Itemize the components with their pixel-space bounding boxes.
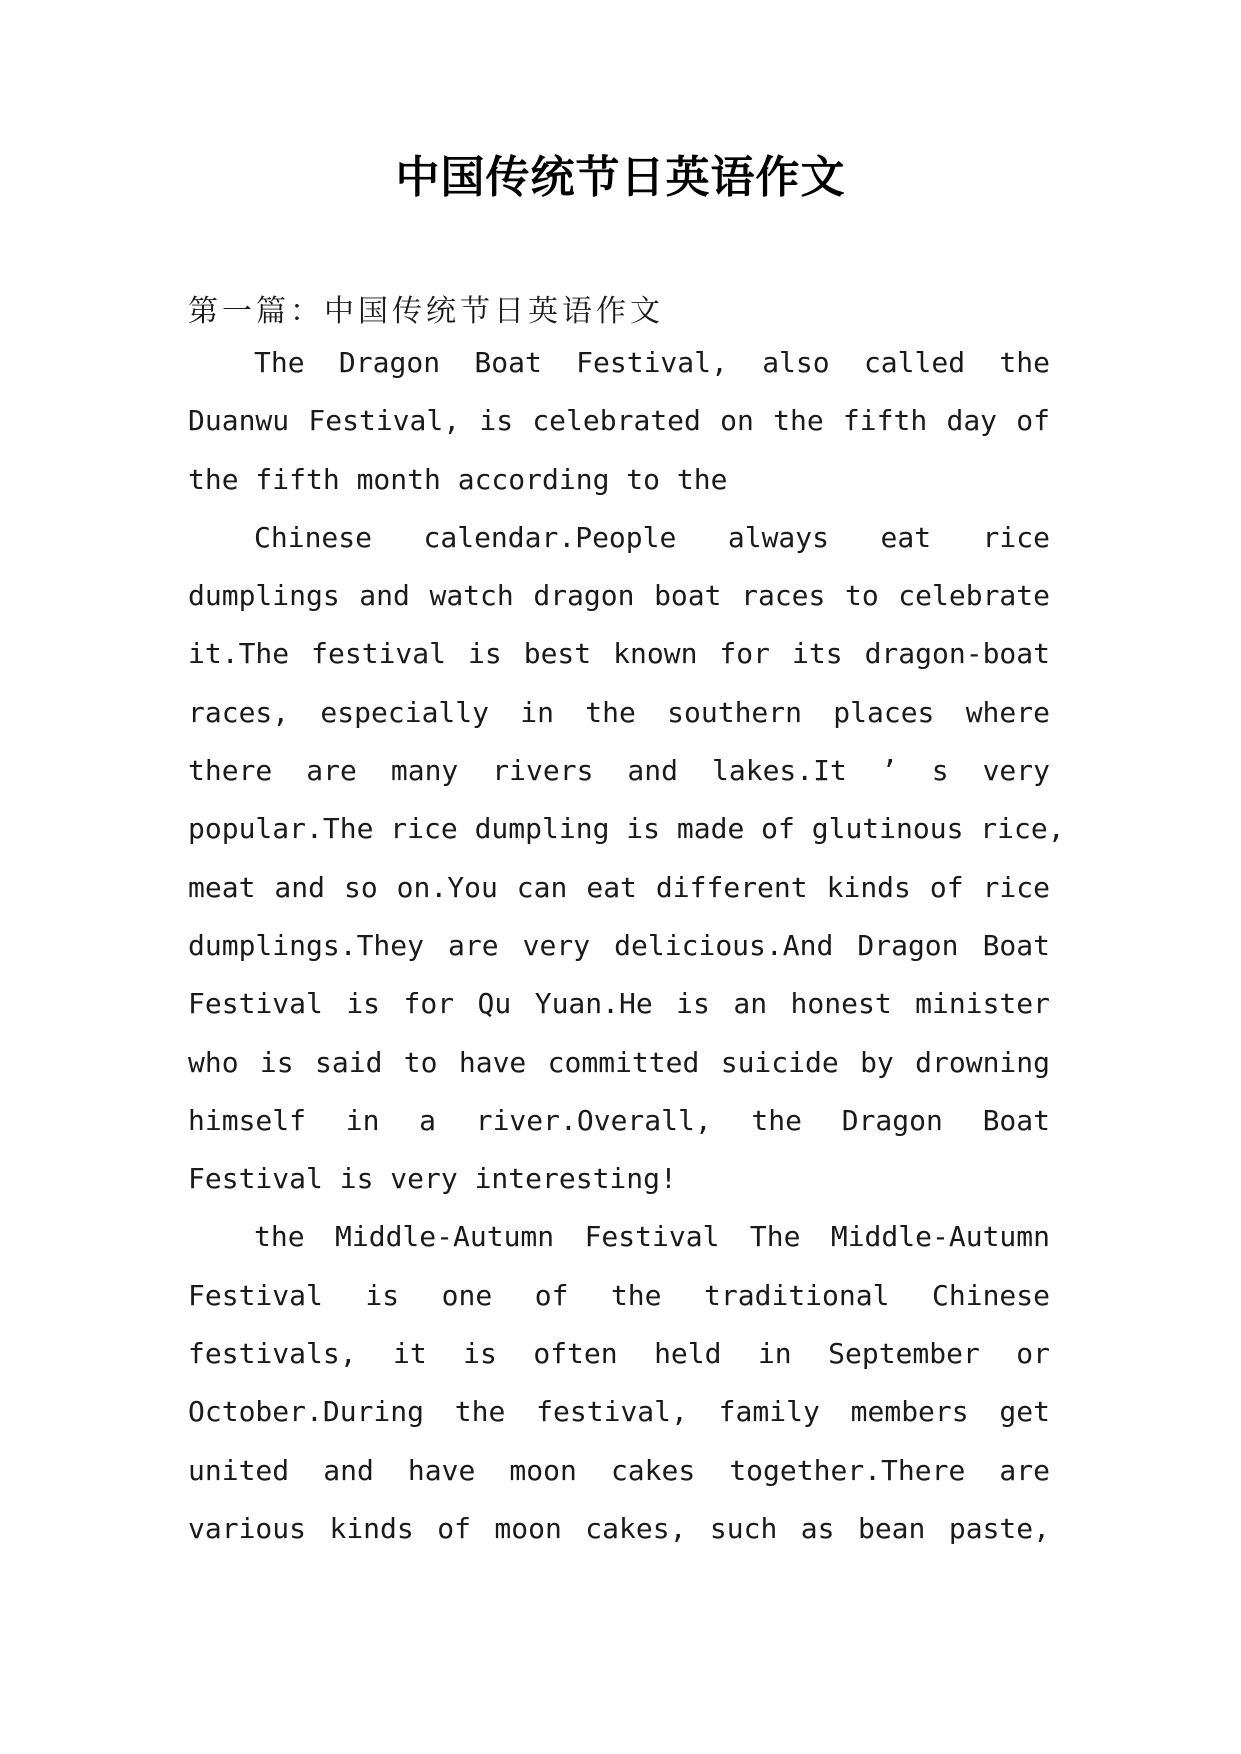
text-line: October.During the festival, family members get	[188, 1395, 1050, 1429]
text-line: who is said to have committed suicide by drowning	[188, 1045, 1050, 1079]
text-line: the Middle-Autumn Festival The Middle-Autumn	[254, 1220, 1050, 1254]
text-line: races, especially in the southern places where	[188, 695, 1050, 729]
text-line: popular.The rice dumpling is made of glutinous rice,	[188, 812, 1065, 846]
text-line: dumplings.They are very delicious.And Dragon Boat	[188, 928, 1050, 962]
text-line: there are many rivers and lakes.It ’ s very	[188, 754, 1050, 788]
text-line: festivals, it is often held in September or	[188, 1337, 1050, 1371]
text-line: dumplings and watch dragon boat races to celebrate	[188, 579, 1050, 613]
text-line: The Dragon Boat Festival, also called the	[254, 346, 1050, 379]
text-line: united and have moon cakes together.There are	[188, 1453, 1050, 1487]
text-line: Duanwu Festival, is celebrated on the fifth day of	[188, 404, 1050, 438]
body-text	[188, 334, 1065, 1558]
text-line: various kinds of moon cakes, such as bean paste,	[188, 1511, 1050, 1545]
section-heading: 第一篇：中国传统节日英语作文	[188, 294, 664, 329]
text-line: Chinese calendar.People always eat rice	[254, 520, 1050, 554]
text-line: it.The festival is best known for its dragon-boat	[188, 637, 1050, 671]
text-line: Festival is for Qu Yuan.He is an honest minister	[188, 987, 1050, 1021]
document-title: 中国传统节日英语作文	[395, 152, 846, 203]
text-line: Festival is one of the traditional Chinese	[188, 1278, 1050, 1312]
text-line: meat and so on.You can eat different kinds of rice	[188, 870, 1050, 904]
text-line: Festival is very interesting!	[188, 1162, 677, 1196]
text-line: himself in a river.Overall, the Dragon Boat	[188, 1103, 1050, 1137]
text-line: the fifth month according to the	[188, 462, 728, 496]
